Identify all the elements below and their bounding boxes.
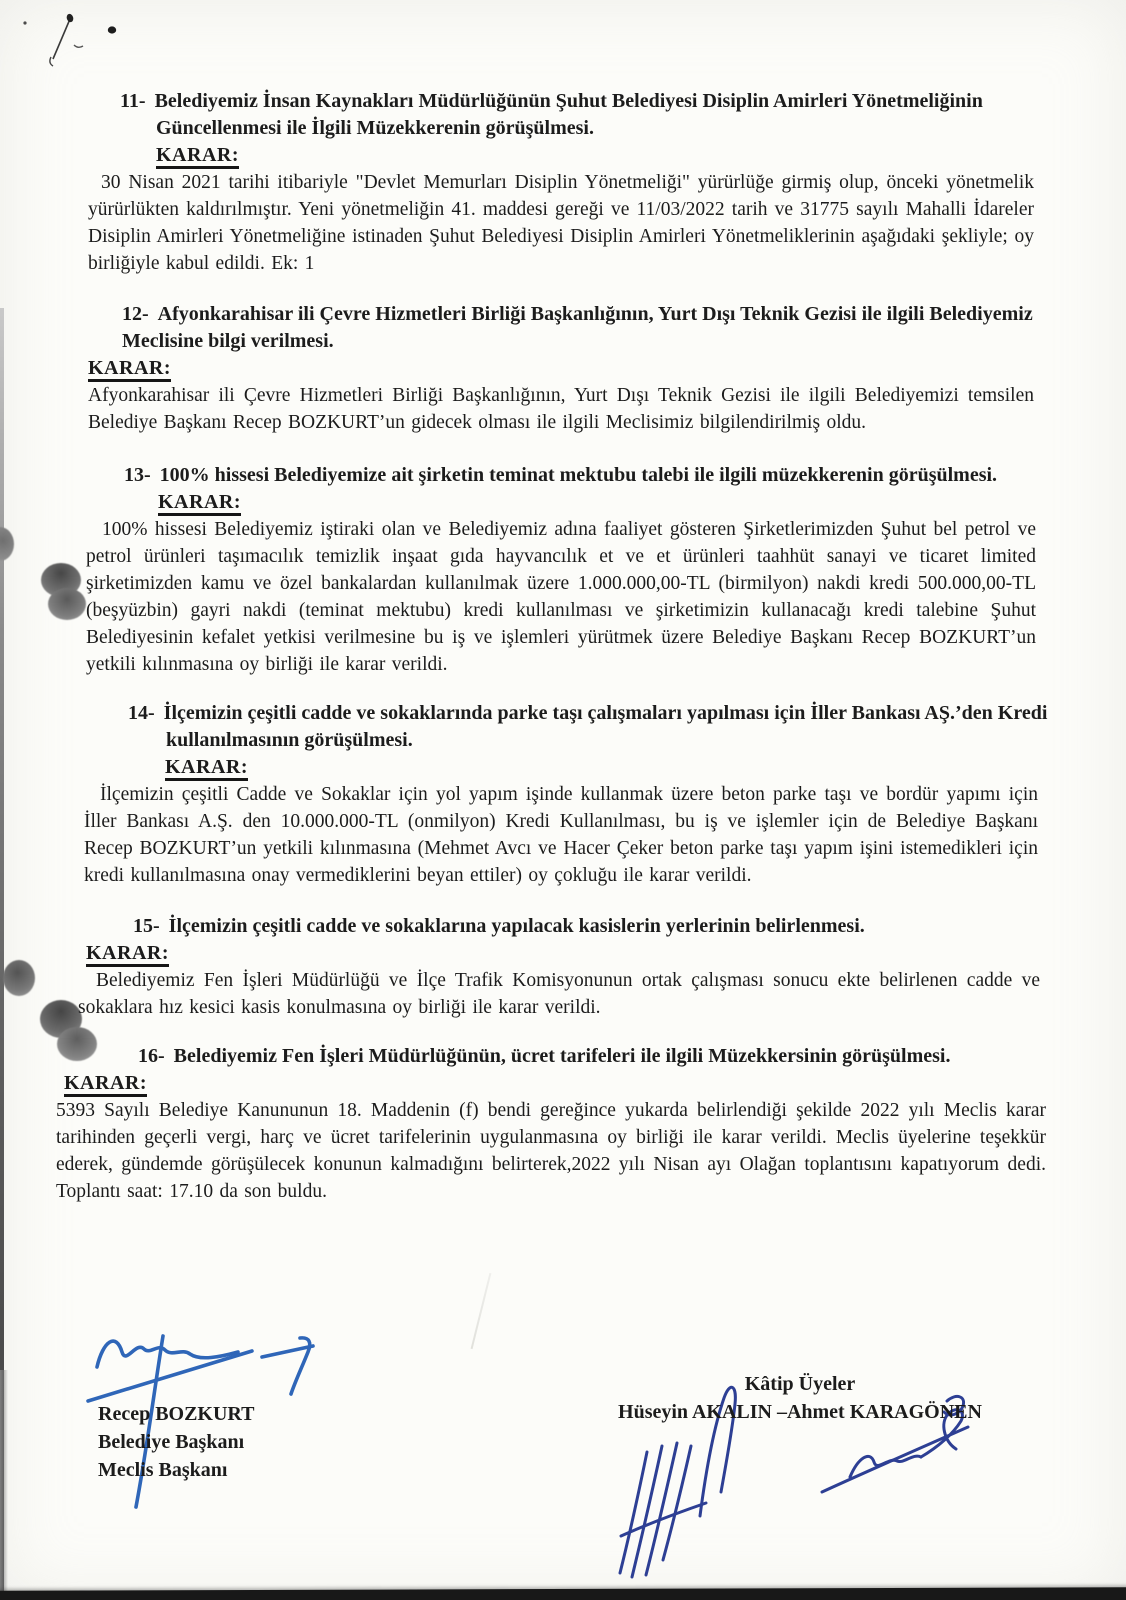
mayor-title-2: Meclis Başkanı: [98, 1459, 228, 1481]
item-number: 12-: [122, 303, 149, 325]
item-heading-text: Belediyemiz Fen İşleri Müdürlüğünün, ücret tarifeleri ile ilgili Müzekkersinin görüşülmesi.: [173, 1045, 951, 1067]
item-heading: [133, 913, 1071, 940]
item-number: 16-: [138, 1045, 165, 1067]
karar-label: KARAR:: [156, 142, 1126, 169]
item-number: 11-: [120, 90, 146, 112]
item-heading: [128, 700, 1071, 754]
mayor-title-1: Belediye Başkanı: [98, 1431, 245, 1453]
mayor-name: Recep BOZKURT: [98, 1403, 255, 1425]
karar-label: KARAR:: [64, 1070, 1126, 1097]
clerks-signature-block: [540, 1370, 1060, 1426]
karar-label: KARAR:: [158, 489, 1126, 516]
mayor-signature-block: [98, 1400, 255, 1484]
agenda-item-12: [0, 301, 1126, 436]
item-number: 14-: [128, 702, 155, 724]
item-number: 15-: [133, 915, 160, 937]
item-heading-text: İlçemizin çeşitli cadde ve sokaklarına yapılacak kasislerin yerlerinin belirlenmesi.: [168, 915, 865, 937]
agenda-item-11: [0, 88, 1126, 277]
agenda-item-13: [0, 462, 1126, 678]
karar-label: KARAR:: [165, 754, 1126, 781]
item-heading-text: Belediyemiz İnsan Kaynakları Müdürlüğünün Şuhut Belediyesi Disiplin Amirleri Yönetmeliğinin Güncellenmesi ile İlgili Müzekkerenin görüşülmesi.: [154, 90, 983, 139]
clerks-label: Kâtip Üyeler: [744, 1373, 856, 1395]
item-heading-text: 100% hissesi Belediyemize ait şirketin teminat mektubu talebi ile ilgili müzekkerenin görüşülmesi.: [159, 464, 998, 486]
item-heading: [122, 301, 1081, 355]
agenda-item-15: [0, 913, 1126, 1021]
item-heading: [120, 88, 1071, 142]
item-decision-text: 5393 Sayılı Belediye Kanununun 18. Maddenin (f) bendi gereğince yukarda belirlendiği şekilde 2022 yılı Meclis karar tarihinden geçerli vergi, harç ve ücret tarifelerinin uygulanmasına oy birliği ile karar verildi. Meclis üyelerine teşekkür ederek, gündemde görüşülecek konunun kalmadığını belirterek,2022 yılı Nisan ayı Olağan toplantısını kapatıyorum dedi. Toplantı saat: 17.10 da son buldu.: [56, 1100, 1046, 1202]
agenda-item-14: [0, 700, 1126, 889]
item-decision-text: Belediyemiz Fen İşleri Müdürlüğü ve İlçe Trafik Komisyonunun ortak çalışması sonucu ekte belirlenen cadde ve sokaklara hız kesici kasis konulmasına oy birliği ile karar verildi.: [78, 970, 1040, 1018]
item-decision-text: İlçemizin çeşitli Cadde ve Sokaklar için yol yapım işinde kullanmak üzere beton parke taşı ve bordür yapımı için İller Bankası A.Ş. den 10.000.000-TL (onmilyon) Kredi Kullanılması, bu iş ve işlemler için de Belediye Başkanı Recep BOZKURT’un yetkili kılınmasına (Mehmet Avcı ve Hacer Çeker beton parke taşı yapım işini istemedikleri için kredi kullanılmasına onay vermediklerini beyan ettiler) oy çokluğu ile karar verildi.: [84, 784, 1038, 886]
item-heading: [124, 462, 1071, 489]
signature-area: [0, 1320, 1126, 1600]
item-heading: [138, 1043, 1071, 1070]
item-heading-text: İlçemizin çeşitli cadde ve sokaklarında parke taşı çalışmaları yapılması için İller Bankası AŞ.’den Kredi kullanılmasının görüşülmesi.: [163, 702, 1048, 751]
pen-scratch-mark: [8, 4, 148, 74]
karar-label: KARAR:: [86, 940, 1126, 967]
item-number: 13-: [124, 464, 151, 486]
item-decision-text: Afyonkarahisar ili Çevre Hizmetleri Birliği Başkanlığının, Yurt Dışı Teknik Gezisi ile ilgili Belediyemizi temsilen Belediye Başkanı Recep BOZKURT’un gidecek olması ile ilgili Meclisimiz bilgilendirilmiş oldu.: [88, 385, 1034, 433]
item-heading-text: Afyonkarahisar ili Çevre Hizmetleri Birliği Başkanlığının, Yurt Dışı Teknik Gezisi ile ilgili Belediyemiz Meclisine bilgi verilmesi.: [122, 303, 1033, 352]
agenda-item-16: [0, 1043, 1126, 1205]
item-decision-text: 100% hissesi Belediyemiz iştiraki olan ve Belediyemiz adına faaliyet gösteren Şirketlerimizden Şuhut bel petrol ve petrol ürünleri taşımacılık temizlik inşaat gıda hayvancılık et ve et ürünleri taahhüt sanayi ve ticaret limited şirketimizden kamu ve özel bankalardan kullanılmak üzere 1.000.000,00-TL (birmilyon) nakdi kredi 500.000,00-TL (beşyüzbin) gayri nakdi (teminat mektubu) kredi kullanılması ve şirketimizin kullanacağı kredi talebine Şuhut Belediyesinin kefalet yetkisi verilmesine bu iş ve işlemleri yürütmek üzere Belediye Başkanı Recep BOZKURT’un yetkili kılınmasına oy birliği ile karar verildi.: [86, 519, 1036, 675]
karar-label: KARAR:: [88, 355, 1126, 382]
item-decision-text: 30 Nisan 2021 tarihi itibariyle "Devlet Memurları Disiplin Yönetmeliği" yürürlüğe girmiş olup, önceki yönetmelik yürürlükten kaldırılmıştır. Yeni yönetmeliğin 41. maddesi gereği ve 11/03/2022 tarih ve 31775 sayılı Mahalli İdareler Disiplin Amirleri Yönetmeliğine istinaden Şuhut Belediyesi Disiplin Amirleri Yönetmeliklerinin aşağıdaki şekliyle; oy birliğiyle kabul edildi. Ek: 1: [88, 172, 1034, 274]
clerks-names: Hüseyin AKALIN –Ahmet KARAGÖNEN: [618, 1401, 982, 1423]
